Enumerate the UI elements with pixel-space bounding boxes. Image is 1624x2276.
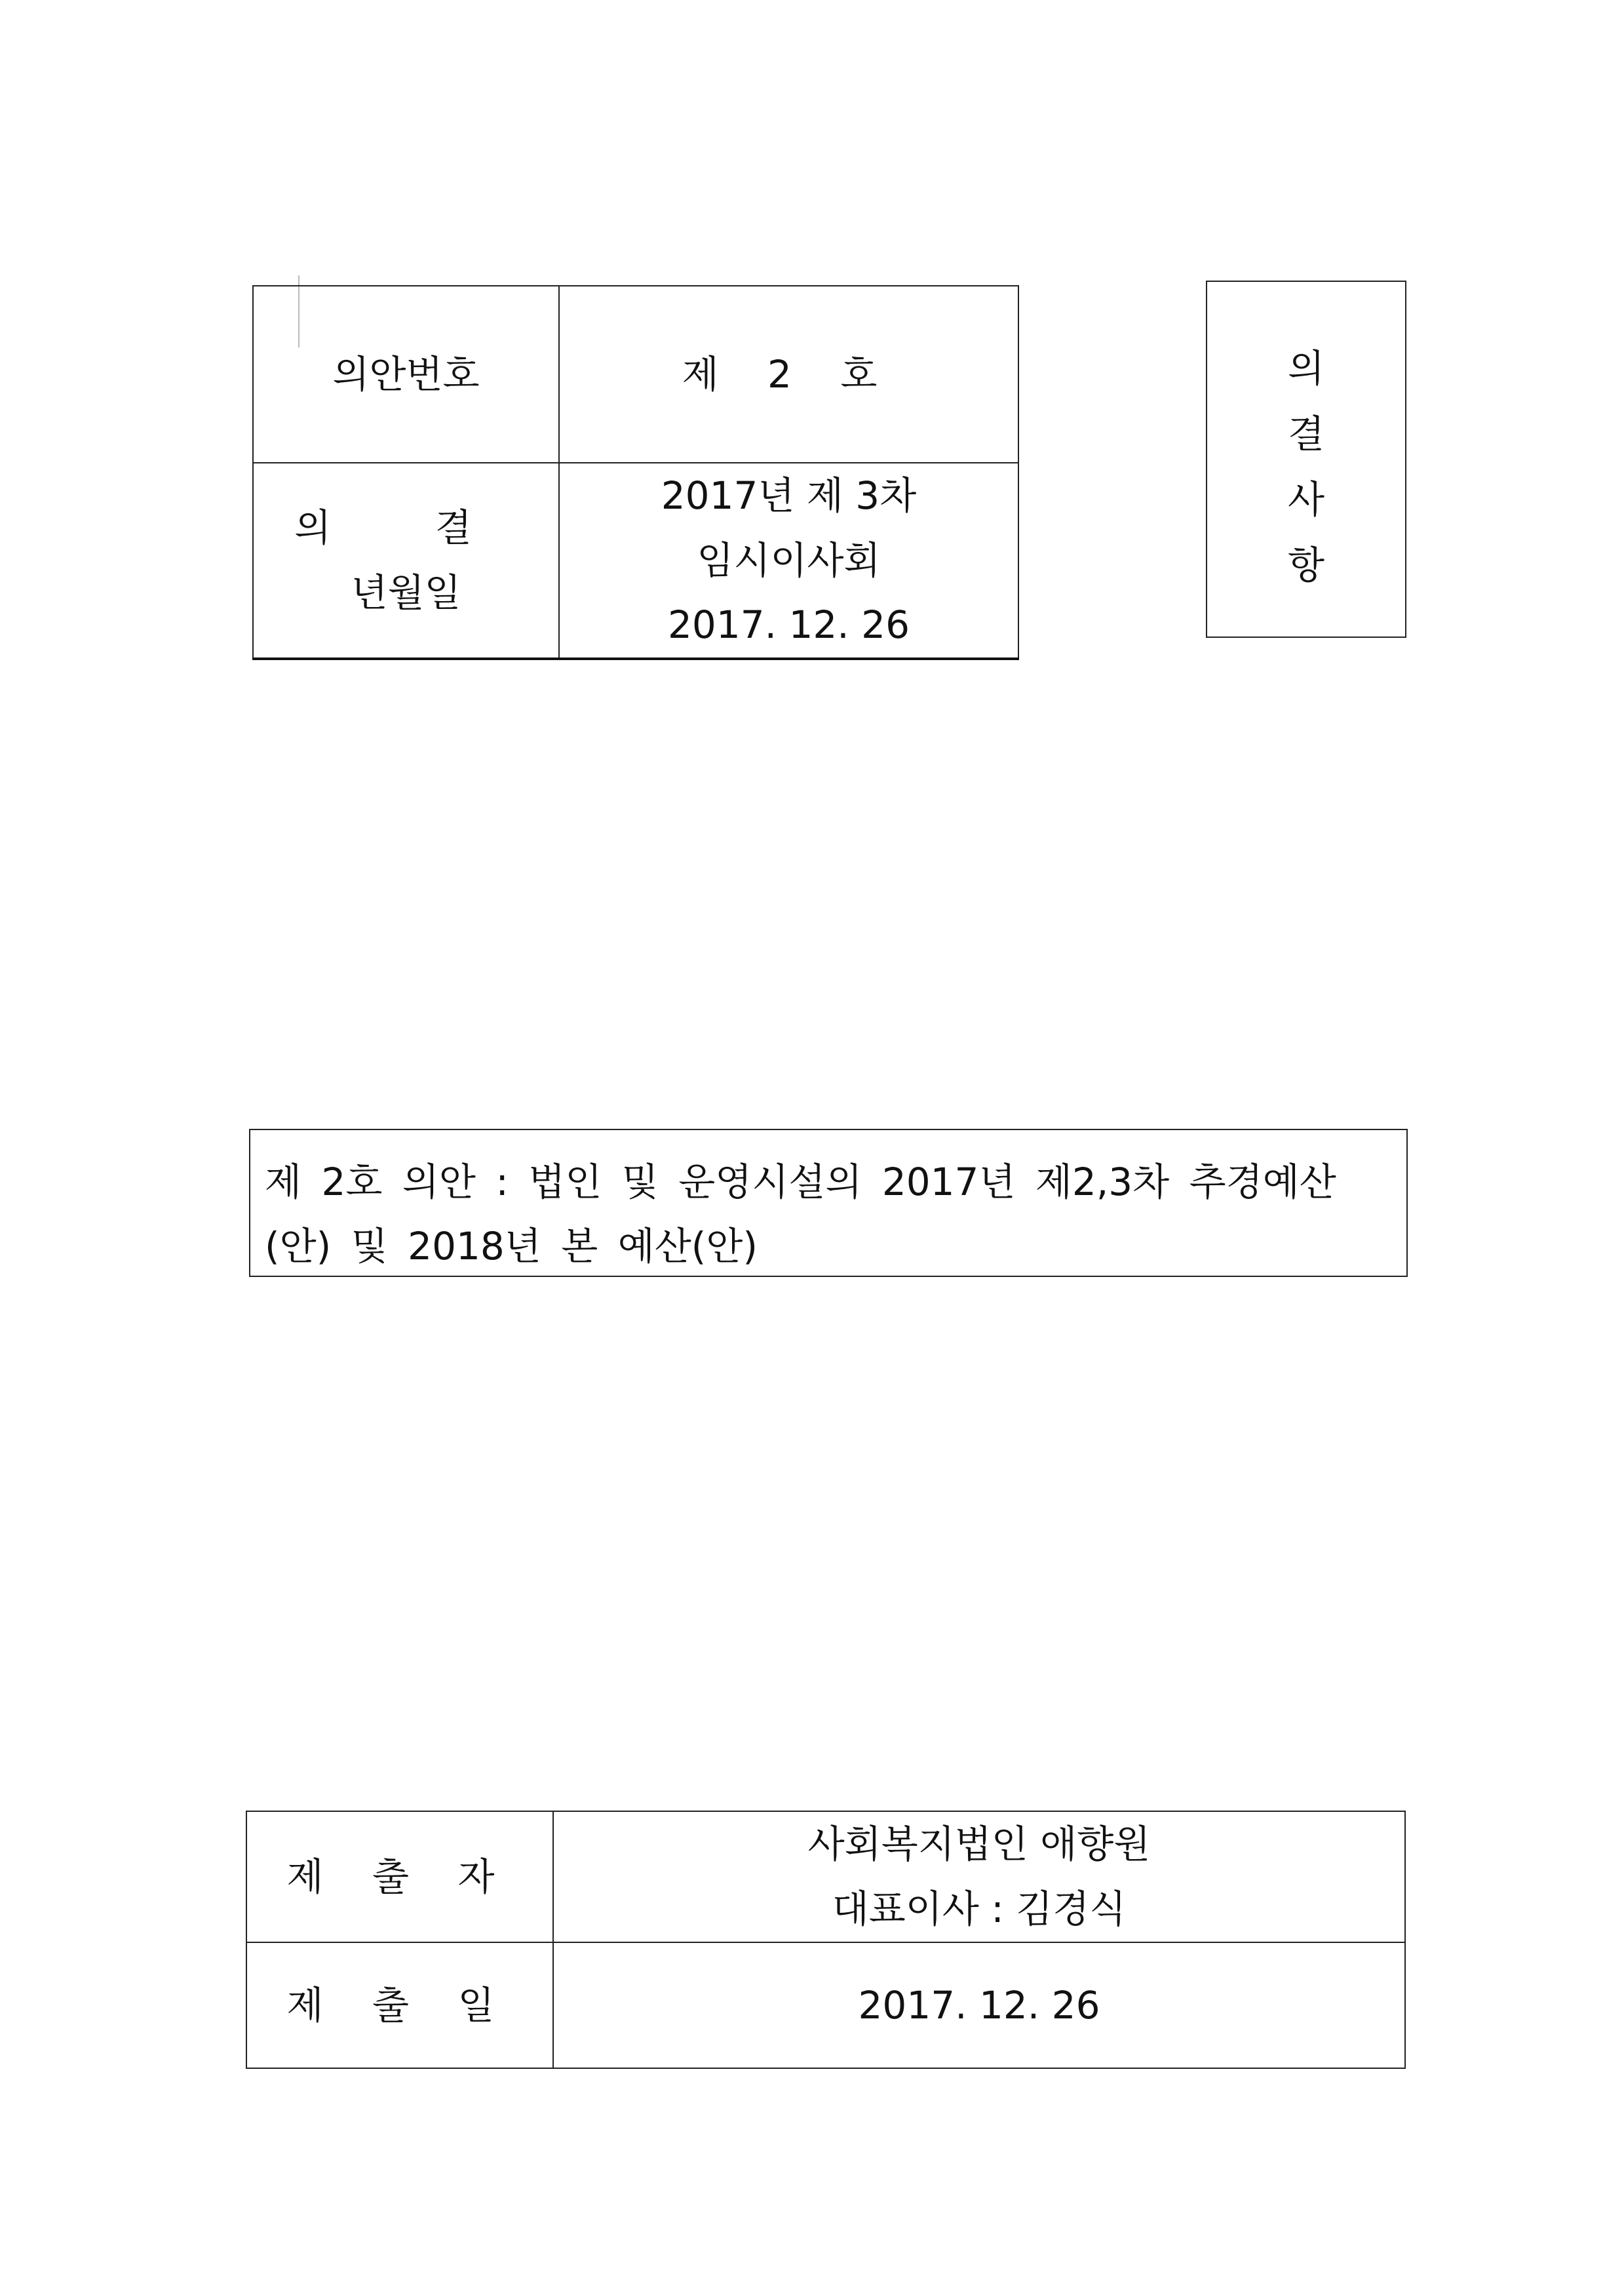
agenda-title-box [249, 1129, 1408, 1277]
agenda-number-text: 제 2 호 [682, 351, 896, 397]
agenda-number-label: 의안번호 [253, 286, 559, 463]
meeting-date: 2017. 12. 26 [668, 602, 910, 648]
submitter-row [246, 1811, 1405, 1942]
submitter-representative: 대표이사 : 김경식 [832, 1887, 1127, 1931]
agenda-info-table [252, 285, 1019, 660]
resolution-char-2: 결 [1287, 412, 1325, 456]
submitter-label-cell [246, 1811, 553, 1942]
resolution-char-1: 의 [1287, 346, 1325, 391]
meeting-session: 2017년 제 3차 [661, 473, 917, 518]
agenda-title-text: 제 2호 의안 : 법인 및 운영시설의 2017년 제2,3차 추경예산(안) 및 2018년 본 예산(안) [265, 1160, 1336, 1268]
agenda-number-value [559, 286, 1018, 463]
agenda-number-row [253, 286, 1018, 463]
meeting-type: 임시이사회 [697, 538, 881, 583]
resolution-char-3: 사 [1287, 477, 1325, 522]
submission-date-label-cell [246, 1942, 553, 2068]
resolution-matter-box [1206, 281, 1406, 638]
submitter-value-cell [553, 1811, 1405, 1942]
submission-date-label: 제 출 일 [286, 1982, 513, 2028]
submitter-organization: 사회복지법인 애향원 [807, 1822, 1151, 1867]
submission-date-row [246, 1942, 1405, 2068]
submission-table [246, 1811, 1406, 2069]
resolution-char-4: 항 [1287, 543, 1325, 587]
submission-date-value: 2017. 12. 26 [553, 1942, 1405, 2068]
decision-label-line-1: 의 결 [294, 505, 518, 551]
decision-date-label [253, 463, 559, 659]
decision-date-row [253, 463, 1018, 659]
decision-label-line-2: 년월일 [351, 570, 461, 615]
submitter-label: 제 출 자 [286, 1854, 513, 1899]
decision-date-value [559, 463, 1018, 659]
